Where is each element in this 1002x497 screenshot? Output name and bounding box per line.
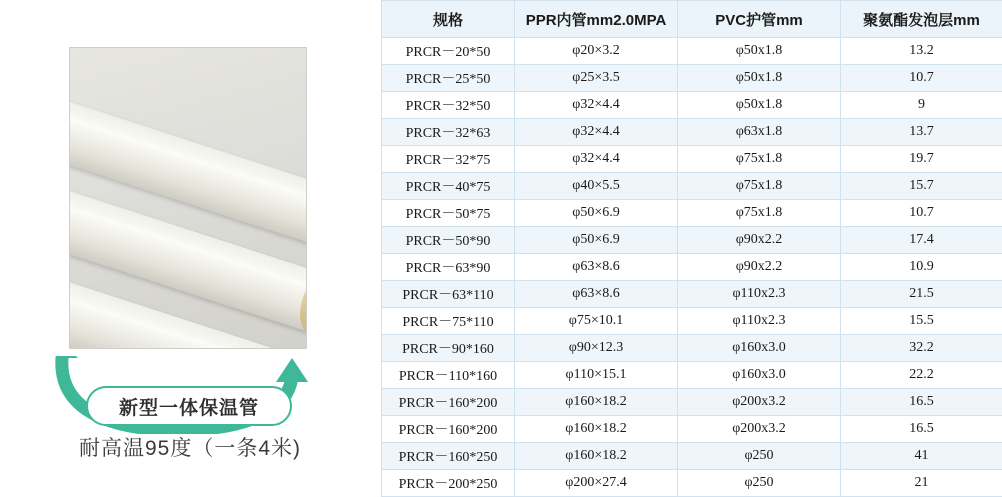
cell-spec: PRCR－50*90: [382, 227, 515, 254]
cell-spec: PRCR－40*75: [382, 173, 515, 200]
table-row: [382, 335, 1002, 362]
cell-spec: PRCR－200*250: [382, 470, 515, 497]
table-row: [382, 281, 1002, 308]
cell-ppr: φ160×18.2: [515, 416, 678, 443]
product-visual-panel: [0, 0, 380, 496]
table-row: [382, 416, 1002, 443]
cell-spec: PRCR－32*75: [382, 146, 515, 173]
table-header-row: [382, 1, 1002, 38]
cell-spec: PRCR－25*50: [382, 65, 515, 92]
table-row: [382, 470, 1002, 497]
cell-foam: 10.7: [841, 65, 1002, 92]
cell-ppr: φ50×6.9: [515, 200, 678, 227]
table-row: [382, 38, 1002, 65]
cell-spec: PRCR－50*75: [382, 200, 515, 227]
cell-pvc: φ90x2.2: [678, 254, 841, 281]
cell-ppr: φ63×8.6: [515, 281, 678, 308]
cell-pvc: φ50x1.8: [678, 38, 841, 65]
cell-pvc: φ200x3.2: [678, 389, 841, 416]
product-caption: 耐高温95度（一条4米): [0, 432, 380, 462]
cell-foam: 17.4: [841, 227, 1002, 254]
spec-table-body: [382, 38, 1002, 497]
cell-ppr: φ90×12.3: [515, 335, 678, 362]
cell-foam: 10.7: [841, 200, 1002, 227]
cell-foam: 41: [841, 443, 1002, 470]
cell-foam: 21.5: [841, 281, 1002, 308]
cell-ppr: φ32×4.4: [515, 146, 678, 173]
cell-pvc: φ110x2.3: [678, 308, 841, 335]
cell-foam: 16.5: [841, 389, 1002, 416]
cell-spec: PRCR－75*110: [382, 308, 515, 335]
cell-pvc: φ250: [678, 470, 841, 497]
cell-spec: PRCR－63*110: [382, 281, 515, 308]
cell-ppr: φ200×27.4: [515, 470, 678, 497]
table-row: [382, 200, 1002, 227]
table-row: [382, 119, 1002, 146]
cell-pvc: φ75x1.8: [678, 146, 841, 173]
table-row: [382, 254, 1002, 281]
cell-pvc: φ160x3.0: [678, 362, 841, 389]
column-header-ppr: PPR内管mm2.0MPA: [515, 1, 678, 38]
cell-pvc: φ160x3.0: [678, 335, 841, 362]
cell-foam: 16.5: [841, 416, 1002, 443]
table-row: [382, 92, 1002, 119]
cell-foam: 22.2: [841, 362, 1002, 389]
cell-foam: 21: [841, 470, 1002, 497]
cell-ppr: φ50×6.9: [515, 227, 678, 254]
spec-table: [381, 0, 1002, 497]
cell-foam: 15.5: [841, 308, 1002, 335]
table-row: [382, 65, 1002, 92]
cell-spec: PRCR－63*90: [382, 254, 515, 281]
cell-foam: 15.7: [841, 173, 1002, 200]
table-row: [382, 308, 1002, 335]
cell-pvc: φ250: [678, 443, 841, 470]
cell-pvc: φ75x1.8: [678, 173, 841, 200]
cell-spec: PRCR－160*250: [382, 443, 515, 470]
cell-foam: 13.7: [841, 119, 1002, 146]
cell-ppr: φ25×3.5: [515, 65, 678, 92]
cell-spec: PRCR－160*200: [382, 389, 515, 416]
table-row: [382, 227, 1002, 254]
cell-pvc: φ110x2.3: [678, 281, 841, 308]
table-row: [382, 146, 1002, 173]
column-header-foam: 聚氨酯发泡层mm: [841, 1, 1002, 38]
cell-ppr: φ110×15.1: [515, 362, 678, 389]
cell-foam: 9: [841, 92, 1002, 119]
cell-foam: 13.2: [841, 38, 1002, 65]
cell-pvc: φ90x2.2: [678, 227, 841, 254]
cell-ppr: φ63×8.6: [515, 254, 678, 281]
cell-spec: PRCR－110*160: [382, 362, 515, 389]
cell-pvc: φ75x1.8: [678, 200, 841, 227]
cell-pvc: φ50x1.8: [678, 92, 841, 119]
inner-pipe-middle: [304, 284, 306, 324]
cell-spec: PRCR－160*200: [382, 416, 515, 443]
column-header-spec: 规格: [382, 1, 515, 38]
cell-pvc: φ50x1.8: [678, 65, 841, 92]
table-row: [382, 443, 1002, 470]
cell-ppr: φ160×18.2: [515, 389, 678, 416]
spec-table-container: [381, 0, 1002, 496]
cell-foam: 32.2: [841, 335, 1002, 362]
product-badge-label: 新型一体保温管: [119, 393, 259, 420]
table-row: [382, 389, 1002, 416]
product-badge: [86, 386, 292, 426]
cell-spec: PRCR－20*50: [382, 38, 515, 65]
cell-ppr: φ32×4.4: [515, 119, 678, 146]
column-header-pvc: PVC护管mm: [678, 1, 841, 38]
cell-foam: 19.7: [841, 146, 1002, 173]
cell-ppr: φ75×10.1: [515, 308, 678, 335]
cell-foam: 10.9: [841, 254, 1002, 281]
table-row: [382, 173, 1002, 200]
cell-ppr: φ20×3.2: [515, 38, 678, 65]
cell-pvc: φ200x3.2: [678, 416, 841, 443]
cell-spec: PRCR－90*160: [382, 335, 515, 362]
cell-spec: PRCR－32*50: [382, 92, 515, 119]
cell-ppr: φ40×5.5: [515, 173, 678, 200]
cell-ppr: φ160×18.2: [515, 443, 678, 470]
product-photo: [70, 48, 306, 348]
cell-pvc: φ63x1.8: [678, 119, 841, 146]
cell-spec: PRCR－32*63: [382, 119, 515, 146]
table-row: [382, 362, 1002, 389]
cell-ppr: φ32×4.4: [515, 92, 678, 119]
